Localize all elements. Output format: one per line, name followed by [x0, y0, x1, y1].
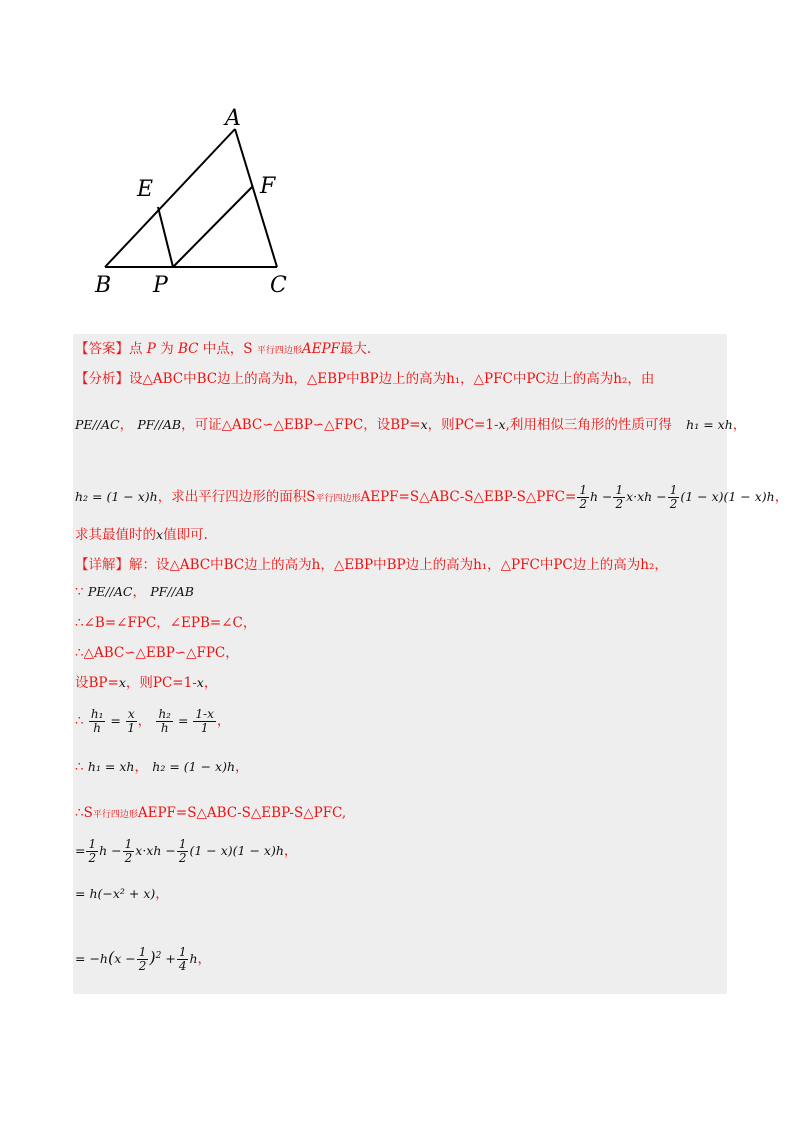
answer-line: 【答案】点 P 为 BC 中点，S 平行四边形AEPF最大. — [75, 341, 372, 357]
side-AB — [105, 129, 235, 267]
answer-tag: 【答案】 — [75, 341, 129, 357]
analysis-line-2: PE//AC， PF//AB，可证△ABC∽△EBP∽△FPC，设BP=x，则PC=1-x,利用相似三角形的性质可得 h₁ = xh， — [75, 417, 747, 433]
detail-line-9: = $\frac{1}{2}$ h − $\frac{1}{2}$ x·xh − $\frac{1}{2}$ (1 − x)(1 − x)h， — [75, 837, 298, 865]
detail-line-5: 设BP=x，则PC=1-x， — [75, 675, 218, 691]
detail-area-formula: = $\frac{1}{2}$ h − $\frac{1}{2}$ x·xh − $\frac{1}{2}$ (1 − x)(1 − x)h — [75, 837, 284, 865]
analysis-line-4: 求其最值时的x值即可. — [75, 527, 208, 543]
label-C: C — [270, 273, 287, 298]
detail-vertex-formula: = −h(x − $\frac{1}{2}$ )$^2$ + $\frac{1}{4}$ — [75, 945, 187, 973]
detail-line-8: ∴S平行四边形AEPF=S△ABC-S△EBP-S△PFC, — [75, 805, 347, 821]
detail-line-7: ∴ h₁ = xh， h₂ = (1 − x)h， — [75, 759, 249, 775]
analysis-line-3: h₂ = (1 − x)h，求出平行四边形的面积S平行四边形AEPF=S△ABC-S△EBP-S△PFC= $\frac{1}{2}$ h − $\frac{1}{2}$ x·xh − $\frac{1}{2}$ (1 − x)(1 − x)h， — [75, 483, 789, 511]
detail-line-6: ∴ $\frac{\text{h₁}}{h}$ = $\frac{x}{1}$ ， $\frac{\text{h₂}}{h}$ = $\frac{1-x}{1}$ ， — [75, 707, 231, 735]
detail-tag: 【详解】 — [75, 557, 129, 573]
analysis-area-formula: $\frac{1}{2}$ h − $\frac{1}{2}$ x·xh − $\frac{1}{2}$ (1 − x)(1 − x)h — [579, 483, 775, 511]
analysis-line-1: 【分析】设△ABC中BC边上的高为h，△EBP中BP边上的高为h₁，△PFC中PC边上的高为h₂，由 — [75, 371, 655, 387]
label-B: B — [95, 273, 112, 298]
label-E: E — [137, 177, 154, 202]
detail-line-11: = −h(x − $\frac{1}{2}$ )$^2$ + $\frac{1}{4}$ h， — [75, 945, 212, 973]
label-F: F — [260, 174, 276, 199]
detail-line-4: ∴△ABC∽△EBP∽△FPC， — [75, 645, 239, 661]
detail-line-2: ∵ PE//AC， PF//AB — [75, 584, 194, 600]
analysis-tag: 【分析】 — [75, 371, 129, 387]
detail-line-3: ∴∠B=∠FPC，∠EPB=∠C， — [75, 615, 257, 631]
segment-PE — [158, 207, 173, 267]
segment-PF — [173, 187, 252, 267]
detail-line-1: 【详解】解：设△ABC中BC边上的高为h，△EBP中BP边上的高为h₁，△PFC中PC边上的高为h₂， — [75, 557, 668, 573]
detail-line-10: = h(−x² + x)， — [75, 886, 169, 902]
triangle-figure — [85, 103, 315, 303]
label-P: P — [153, 273, 168, 298]
label-A: A — [225, 106, 241, 131]
